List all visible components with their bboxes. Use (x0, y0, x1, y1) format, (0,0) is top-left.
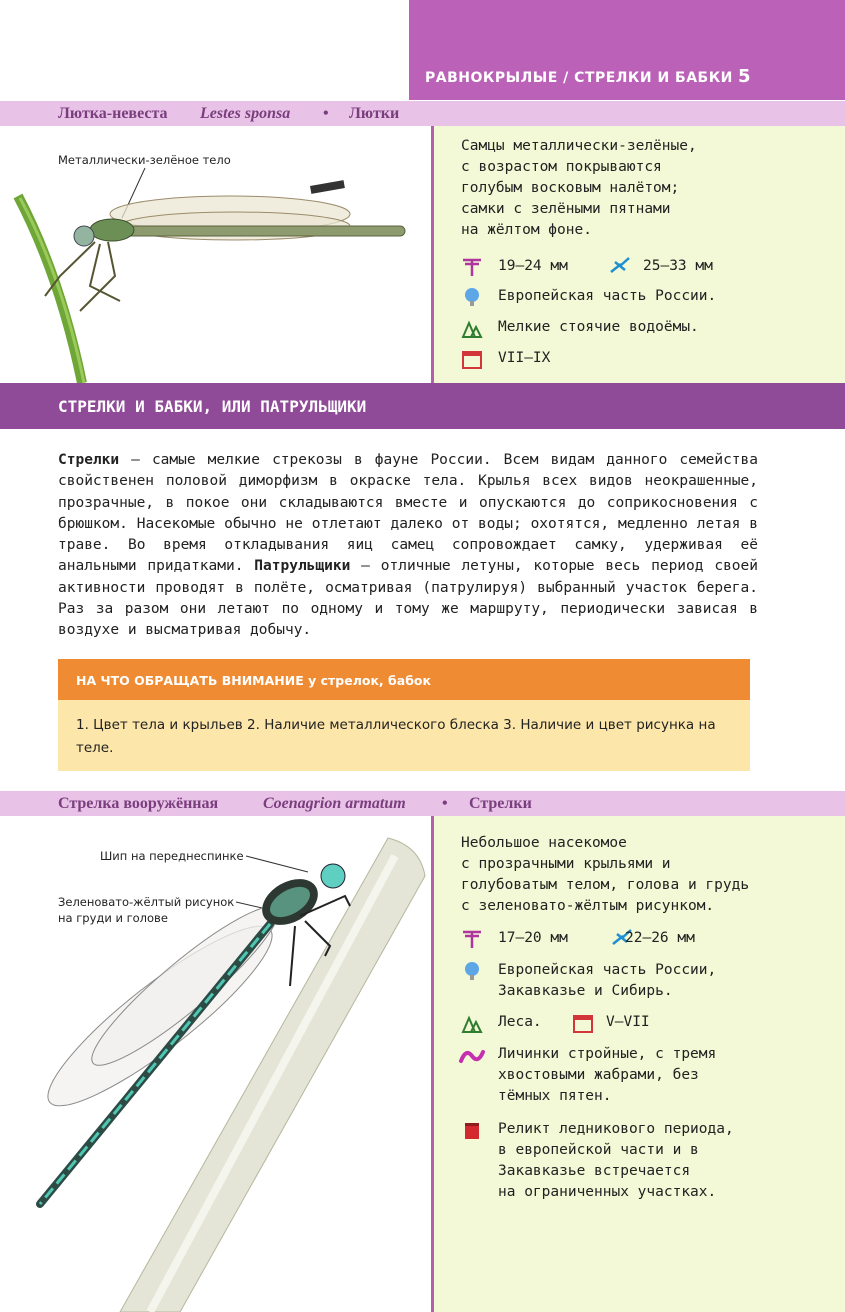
species1-size-male: 25–33 мм (643, 258, 713, 274)
coenagrion-illustration (0, 816, 430, 1312)
species-common-name: Лютка-невеста (58, 105, 168, 122)
female-size-icon (461, 256, 483, 278)
species-latin-name: Lestes sponsa (200, 105, 291, 122)
habitat-icon (461, 317, 483, 339)
larva-icon (458, 1044, 486, 1066)
section-body (58, 450, 758, 642)
body-text-1: — самые мелкие стрекозы в фауне России. Всем видам данного семейства свойственен половой диморфизм в окраске тела. Крылья всех видов неокрашенные, прозрачные, в покое они складываются вместе и опускаются до соприкосновения с брюшком. Насекомые обычно не отлетают далеко от воды; охотятся, медленно летая в траве. Во время откладывания яиц самец сопровождает самку, удерживая её анальными придатками. (58, 452, 758, 575)
bullet: • (323, 105, 329, 122)
note-header-caps: НА ЧТО ОБРАЩАТЬ ВНИМАНИЕ (76, 673, 304, 688)
species2-habitat: Леса. (498, 1014, 542, 1030)
female-size-icon (461, 928, 483, 950)
species1-period: VII–IX (498, 350, 551, 366)
species2-larvae: Личинки стройные, с тремя хвостовыми жабрами, без тёмных пятен. (498, 1046, 717, 1104)
male-size-icon (609, 256, 631, 278)
range-globe-icon (461, 286, 483, 308)
species-common-name: Стрелка вооружённая (58, 795, 219, 812)
species1-habitat: Мелкие стоячие водоёмы. (498, 319, 699, 335)
species2-description: Небольшое насекомое с прозрачными крыльями и голубоватым телом, голова и грудь с зеленовато-жёлтым рисунком. (461, 835, 750, 914)
callout-body: Металлически-зелёное тело (58, 153, 231, 167)
species-family: Лютки (349, 105, 400, 122)
species2-range: Европейская часть России, Закавказье и Сибирь. (498, 962, 717, 999)
species2-status: Реликт ледникового периода, в европейской части и в Закавказье встречается на ограниченных участках. (498, 1121, 734, 1200)
species2-info-box (431, 816, 845, 1312)
lestes-illustration (0, 126, 430, 383)
species1-description: Самцы металлически-зелёные, с возрастом покрываются голубым восковым налётом; самки с зелёными пятнами на жёлтом фоне. (461, 138, 697, 238)
species-bar-coenagrion (0, 791, 845, 816)
species1-range: Европейская часть России. (498, 288, 717, 304)
species-family: Стрелки (469, 795, 532, 812)
term-strelki: Стрелки (58, 452, 120, 468)
note-header-tail: у стрелок, бабок (303, 673, 431, 688)
header-title: РАВНОКРЫЛЫЕ / СТРЕЛКИ И БАБКИ (425, 70, 733, 86)
species-latin-name: Coenagrion armatum (263, 795, 406, 812)
note-body-text: 1. Цвет тела и крыльев 2. Наличие металлического блеска 3. Наличие и цвет рисунка на теле. (76, 717, 716, 756)
species2-size-male: 22–26 мм (625, 930, 695, 946)
red-book-icon (461, 1119, 483, 1141)
term-patrulshchiki: Патрульщики (254, 558, 351, 575)
calendar-icon (461, 348, 483, 370)
species1-info-box (431, 126, 845, 383)
species-bar-lestes (0, 101, 845, 126)
callout-pattern: Зеленовато-жёлтый рисунок на груди и голове (58, 895, 235, 925)
species2-period: V–VII (606, 1014, 650, 1030)
section-title: СТРЕЛКИ И БАБКИ, ИЛИ ПАТРУЛЬЩИКИ (58, 397, 367, 416)
range-globe-icon (461, 960, 483, 982)
calendar-icon (572, 1012, 594, 1034)
species1-size-female: 19–24 мм (498, 258, 568, 274)
species2-size-female: 17–20 мм (498, 930, 568, 946)
note-header-text (76, 673, 431, 688)
habitat-icon (461, 1012, 483, 1034)
page-number: 5 (738, 66, 751, 87)
bullet: • (442, 795, 448, 812)
body-text-2: — отличные летуны, которые весь период своей активности проводят в полёте, осматривая (патрулируя) выбранный участок берега. Раз за разом они летают по одному и тому же маршруту, периодически зависая в воздухе и высматривая добычу. (58, 558, 758, 639)
callout-spine: Шип на переднеспинке (100, 849, 244, 863)
